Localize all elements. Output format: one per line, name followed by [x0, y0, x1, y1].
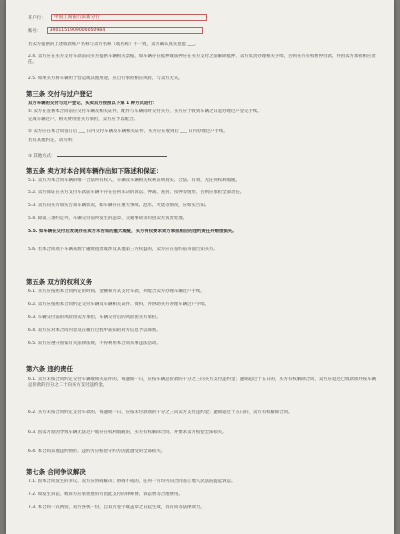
account-value: 3901151909000050984	[49, 28, 106, 33]
clause-6-1: 6.1. 卖方未按合同约定交付车辆或相关证件的，每逾期一日，应按车辆总价款的千分之三向买方支付违约金；逾期超过十五日的，买方有权解除合同，卖方应返还已收款项并按车辆总价款的百分之二十向买方支付违约金。	[28, 377, 376, 388]
clause-2-4: 2.4. 卖方应在买方支付车款前向买方提供车辆相关票据，如车辆存在抵押或质押应在买方支付之前解除抵押，卖方负责办理相关手续，否则买方有权暂停付款，并由卖方承担相应责任。	[28, 54, 376, 65]
section-3-title: 第三条 交付与过户登记	[26, 90, 93, 98]
section-3-option-2: ② 卖方应在本合同签订后 ___ 日内交付车辆及车辆相关证件，买方应在收到后 ___ 日内办理过户手续。	[28, 129, 228, 134]
opening-bank-value: 中国工商银行滨新分行	[53, 15, 100, 20]
opening-bank-field	[51, 14, 207, 21]
section-3-option-1: ① 卖方在签署本合同前应交付车辆及相关证件，配件与车辆同时交付买方，买方应于收到车辆之日起办理过户登记手续。	[28, 109, 262, 114]
section-5-title: 第五条 卖方对本合同车辆作出如下陈述和保证：	[26, 167, 163, 175]
section-6-title: 第六条 违约责任	[26, 365, 73, 373]
account-field	[47, 27, 203, 34]
clause-5-6: 5.6. 若本合同项下车辆来源于融资租赁或涉及其他第三方权益的，卖方应在签约前书面告知买方。	[28, 247, 218, 252]
section-3-option-3	[28, 152, 380, 160]
clause-2-5: 2.5. 如果买方将车辆用于营运或其他用途，应自行承担相应风险，与卖方无关。	[28, 76, 183, 81]
clause-5-1: 5.1. 卖方为本合同车辆的唯一合法所有权人，车辆及车辆相关权利证明真实、合法、有效，无任何权利瑕疵。	[28, 178, 240, 183]
clause-rights-4: 6.4. 双方应对本合同内容及在履行过程中获知的对方信息予以保密。	[28, 328, 161, 333]
clause-6-3: 6.3. 因卖方原因导致车辆无法过户或存在权利瑕疵的，买方有权解除合同，并要求卖方赔偿全部损失。	[28, 430, 227, 435]
section-3-option-3-label: ③ 其他方式：	[28, 154, 56, 159]
clause-rights-5: 6.5. 双方应遵守国家有关法律法规，不得利用本合同从事违法活动。	[28, 341, 161, 346]
clause-7-3: 7.3. 本合同一式两份，双方各执一份，自双方签字或盖章之日起生效，具有同等法律效力。	[28, 505, 205, 510]
account-label: 账号：	[28, 29, 42, 34]
clause-5-5: 5.5. 如车辆在交付后发现存在卖方未告知的重大瑕疵，买方有权要求卖方承担相应的违约责任并赔偿损失。	[28, 229, 237, 234]
section-3-intro: 双方车辆的交付与过户登记，买卖双方按照以下第 1 种方式进行：	[28, 101, 158, 106]
document-page	[6, 0, 394, 534]
clause-5-3: 5.3. 卖方向买方如实告知车辆状况，如车辆存在重大事故、泡水、火烧等情况，应如实告知。	[28, 203, 210, 208]
clause-7-2: 7.2. 如发生诉讼，败诉方应承担胜诉方因此支付的律师费、诉讼费等合理费用。	[28, 492, 183, 497]
section-3-option-2-b: 若有其他约定，请写明：	[28, 138, 77, 143]
opening-bank-row	[28, 14, 380, 22]
clause-7-1: 7.1. 因本合同发生的争议，双方应协商解决；协商不成的，任何一方均可向合同签订地人民法院提起诉讼。	[28, 479, 236, 484]
opening-bank-label: 开户行：	[28, 16, 46, 21]
clause-rights-3: 6.3. 车辆交付前的风险由卖方承担，车辆交付后的风险由买方承担。	[28, 315, 161, 320]
section-3-option-3-blank	[57, 152, 167, 157]
clause-rights-1: 6.1. 买方应按照本合同约定的时间、金额和方式支付车款，并配合卖方办理车辆过户手续。	[28, 289, 205, 294]
clause-6-4: 6.4. 本合同其他违约情形，违约方应赔偿守约方因此遭受的全部损失。	[28, 449, 166, 454]
clause-5-4: 5.4. 除第三条约定外，车辆交付前所发生的违章、交通事故等均由卖方负责处理。	[28, 216, 188, 221]
clause-5-2: 5.2. 卖方保证在买方支付车款前车辆不存在任何未决的诉讼、仲裁、查封、扣押等情形，否则应承担全部责任。	[28, 190, 245, 195]
section-7-title: 第七条 合同争议解决	[26, 468, 86, 476]
account-row	[28, 27, 380, 35]
account-note: 若卖方提供的上述收款账户名称与卖方名称（或名称）不一致，卖方确认真实意愿 ___。	[28, 42, 199, 47]
clause-6-2: 6.2. 买方未按合同约定支付车款的，每逾期一日，应按未付款项的千分之三向卖方支付违约金；逾期超过十五日的，卖方有权解除合同。	[28, 410, 293, 415]
section-3-option-1-b: 完成车辆过户，相关费用由买方承担，卖方应予以配合。	[28, 117, 138, 122]
clause-rights-2: 6.2. 卖方应按照本合同约定交付车辆及车辆相关证件、资料，并协助买方办理车辆过户手续。	[28, 302, 210, 307]
section-rights-title: 第五条 双方的权利义务	[26, 278, 93, 286]
